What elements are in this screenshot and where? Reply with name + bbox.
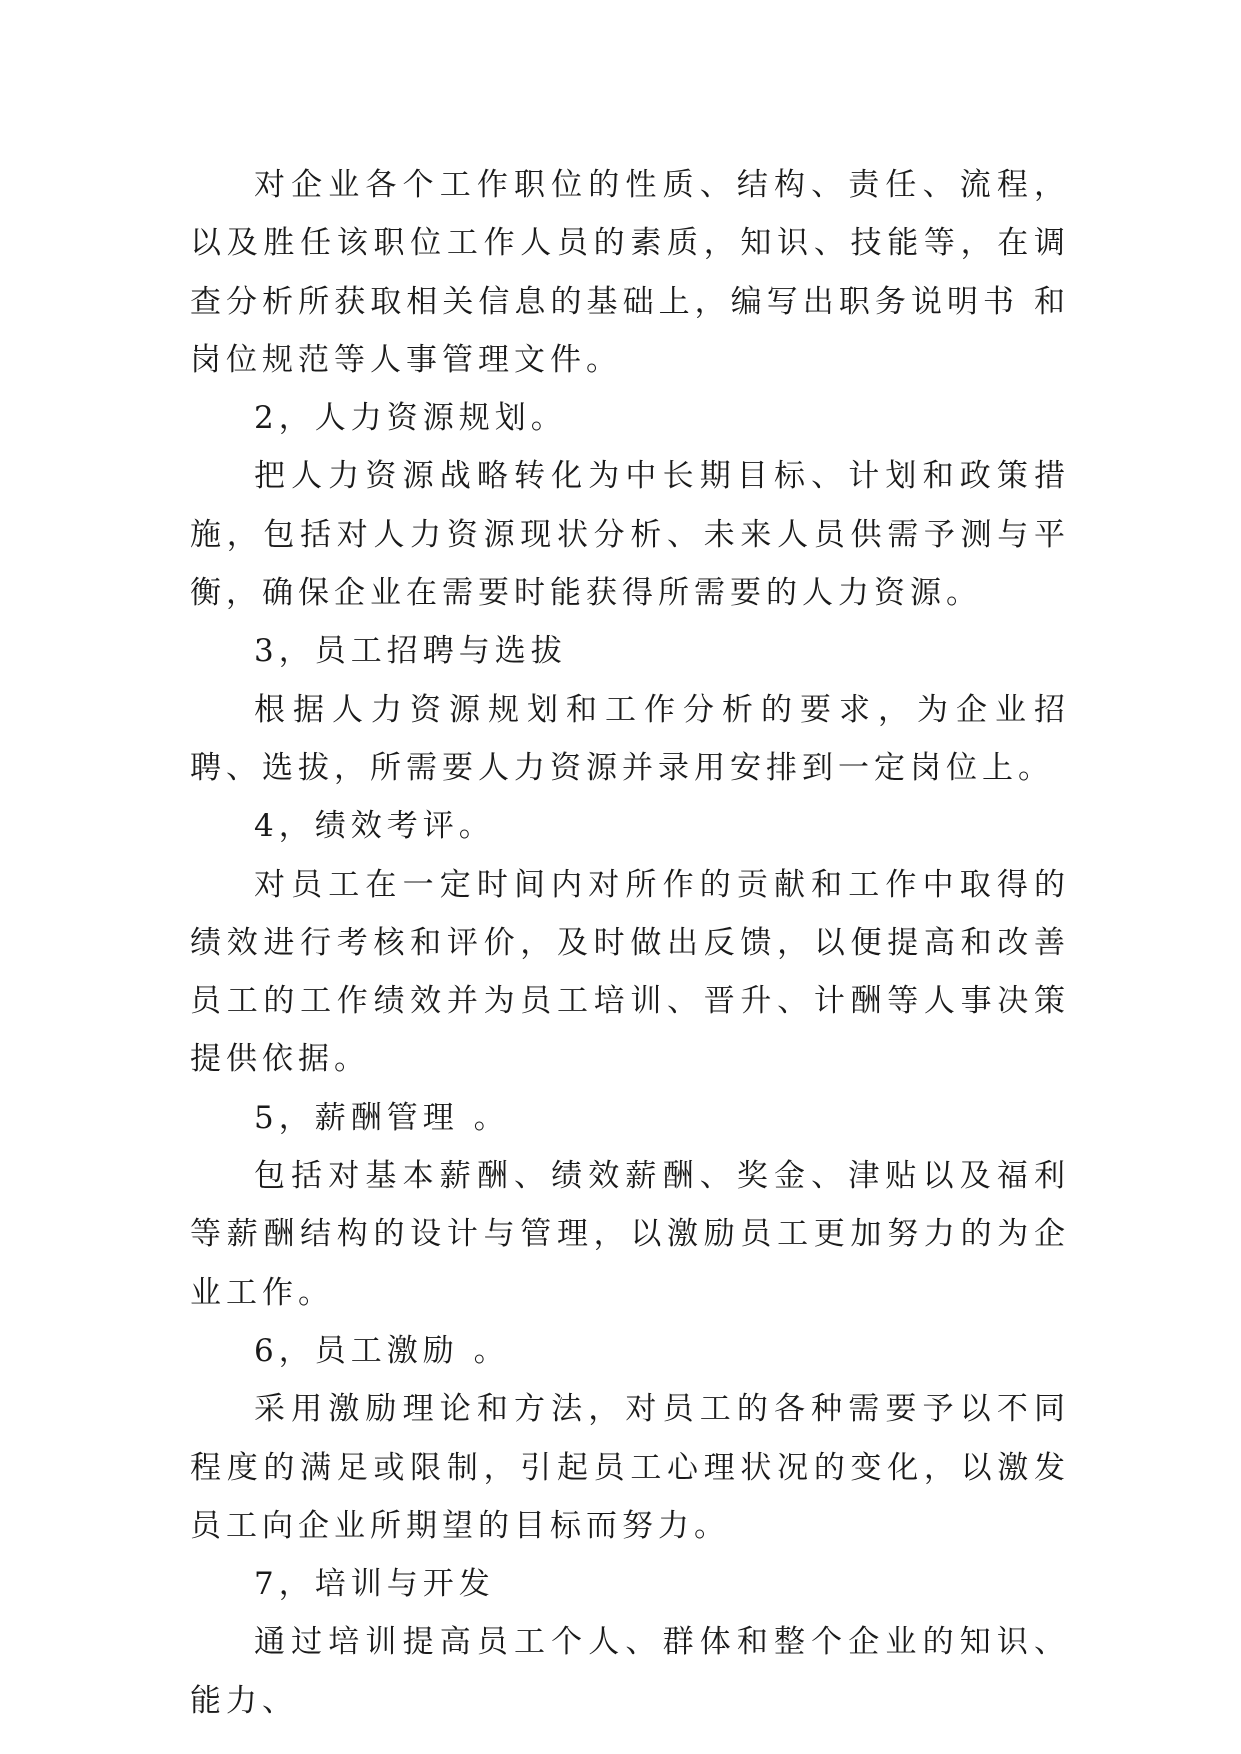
heading-recruitment: 3，员工招聘与选拔 bbox=[254, 633, 567, 670]
document-body bbox=[190, 156, 1070, 1730]
paragraph-job-analysis: 对企业各个工作职位的性质、结构、责任、流程，以及胜任该职位工作人员的素质，知识、技能等，在调查分析所获取相关信息的基础上，编写出职务说明书 和岗位规范等人事管理文件。 bbox=[190, 167, 1070, 378]
paragraph-performance: 对员工在一定时间内对所作的贡献和工作中取得的绩效进行考核和评价，及时做出反馈，以便提高和改善员工的工作绩效并为员工培训、晋升、计酬等人事决策提供依据。 bbox=[190, 866, 1070, 1078]
heading-motivation: 6，员工激励 。 bbox=[254, 1332, 510, 1369]
heading-hr-planning: 2，人力资源规划。 bbox=[254, 400, 567, 437]
paragraph-hr-planning: 把人力资源战略转化为中长期目标、计划和政策措施，包括对人力资源现状分析、未来人员供需予测与平衡，确保企业在需要时能获得所需要的人力资源。 bbox=[190, 458, 1070, 612]
heading-compensation: 5，薪酬管理 。 bbox=[254, 1099, 510, 1136]
heading-training: 7，培训与开发 bbox=[254, 1566, 495, 1603]
heading-performance: 4，绩效考评。 bbox=[254, 808, 495, 845]
paragraph-recruitment: 根据人力资源规划和工作分析的要求，为企业招聘、选拔，所需要人力资源并录用安排到一定岗位上。 bbox=[190, 691, 1070, 786]
paragraph-compensation: 包括对基本薪酬、绩效薪酬、奖金、津贴以及福利等薪酬结构的设计与管理，以激励员工更加努力的为企业工作。 bbox=[190, 1158, 1070, 1311]
paragraph-motivation: 采用激励理论和方法，对员工的各种需要予以不同程度的满足或限制，引起员工心理状况的变化，以激发员工向企业所期望的目标而努力。 bbox=[190, 1391, 1070, 1544]
paragraph-training: 通过培训提高员工个人、群体和整个企业的知识、能力、 bbox=[190, 1624, 1070, 1719]
